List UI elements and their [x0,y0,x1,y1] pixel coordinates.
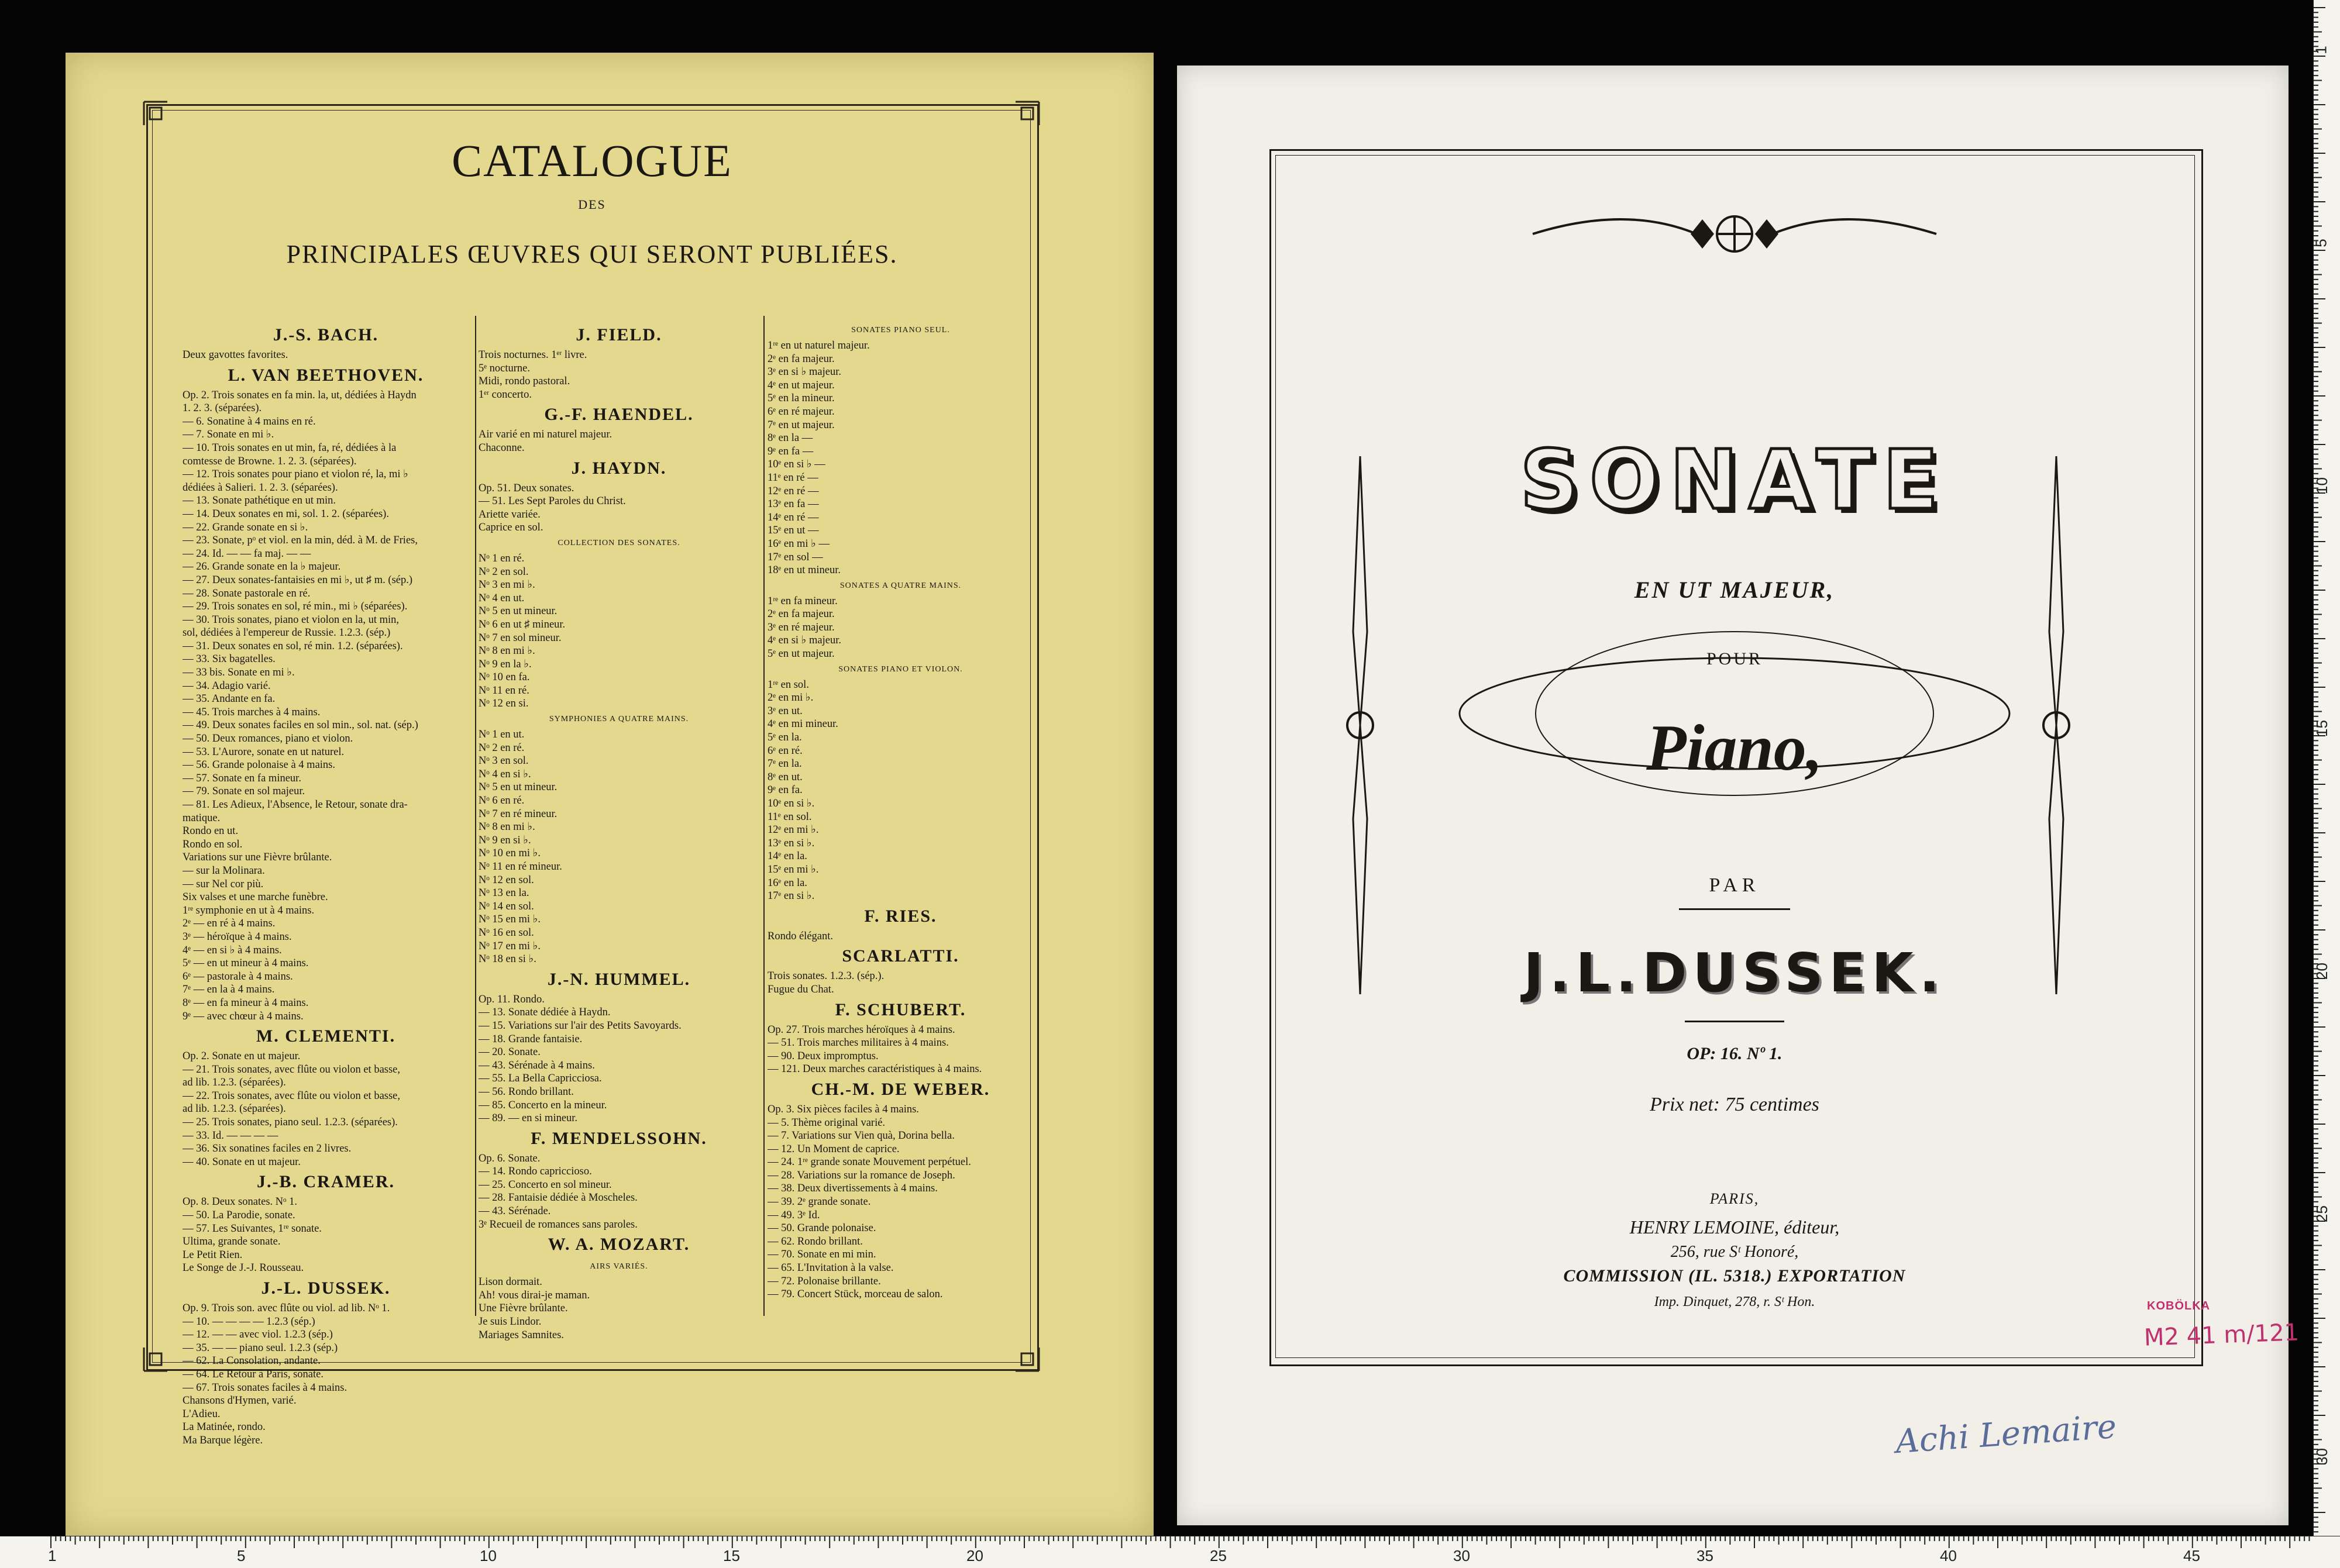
catalogue-entry: 3ᵉ en ut. [768,705,803,717]
catalogue-entry: 5ᵉ — en ut mineur à 4 mains. [183,957,309,970]
catalogue-entry: Nᵒ 1 en ré. [479,552,525,564]
catalogue-entry: Ariette variée. [479,508,541,521]
catalogue-entry: 2ᵉ — en ré à 4 mains. [183,918,276,930]
catalogue-entry: 17ᵉ en sol — [768,551,823,563]
catalogue-entry: 8ᵉ en ut. [768,771,803,783]
catalogue-entry: — 39. 2ᵉ grande sonate. [768,1196,871,1208]
catalogue-entry: — 64. Le Retour à Paris, sonate. [183,1368,324,1380]
catalogue-entry: Nᵒ 7 en ré mineur. [479,808,558,820]
catalogue-entry: Chansons d'Hymen, varié. [183,1395,297,1407]
catalogue-entry: 2ᵉ en fa majeur. [768,353,835,365]
catalogue-entry: — 33. Six bagatelles. [183,653,276,666]
catalogue-entry: Nᵒ 16 en sol. [479,926,534,939]
catalogue-entry: 9ᵉ en fa. [768,784,803,797]
catalogue-entry: Nᵒ 15 en mi ♭. [479,914,541,926]
ruler-label: 45 [2183,1547,2200,1564]
catalogue-entry: 8ᵉ — en fa mineur à 4 mains. [183,997,309,1009]
catalogue-entry: — 22. Trois sonates, avec flûte ou violon et basse, [183,1090,401,1102]
composer-heading: W. A. MOZART. [548,1235,690,1255]
catalogue-entry: ad lib. 1.2.3. (séparées). [183,1077,286,1089]
catalogue-entry: — 33 bis. Sonate en mi ♭. [183,667,295,679]
catalogue-entry: — 45. Trois marches à 4 mains. [183,706,321,718]
catalogue-entry: Nᵒ 18 en si ♭. [479,953,536,966]
catalogue-entry: — 50. La Parodie, sonate. [183,1209,295,1222]
catalogue-entry: — 28. Variations sur la romance de Joseph. [768,1169,955,1181]
key-line: EN UT MAJEUR, [1634,577,1835,603]
section-heading: SONATES PIANO ET VIOLON. [838,664,963,674]
composer-heading: J.-N. HUMMEL. [547,969,691,989]
catalogue-entry: Lison dormait. [479,1276,542,1288]
shelfmark-stamp: M2 41 m/121 [2143,1319,2300,1352]
instrument-title: Piano, [1646,712,1823,784]
catalogue-entry: 13ᵉ en fa — [768,498,819,511]
catalogue-entry: 3ᵉ en ré majeur. [768,621,835,633]
catalogue-entry: 15ᵉ en ut — [768,525,819,537]
catalogue-entry: Variations sur une Fièvre brûlante. [183,852,332,864]
catalogue-entry: 11ᵉ en ré — [768,471,818,484]
catalogue-entry: Nᵒ 1 en ut. [479,729,525,741]
section-heading: SYMPHONIES A QUATRE MAINS. [549,715,689,724]
catalogue-entry: 9ᵉ — avec chœur à 4 mains. [183,1010,304,1022]
catalogue-entry: 8ᵉ en la — [768,432,813,444]
catalogue-entry: Nᵒ 11 en ré. [479,684,529,697]
ruler-label: 15 [723,1547,740,1564]
ruler-label: 35 [1696,1547,1713,1564]
ruler-label: 25 [2313,1205,2331,1222]
catalogue-title: CATALOGUE [452,135,732,186]
catalogue-entry: — 90. Deux impromptus. [768,1050,879,1062]
catalogue-entry: sol, dédiées à l'empereur de Russie. 1.2.3. (sép.) [183,627,391,639]
catalogue-entry: comtesse de Browne. 1. 2. 3. (séparées). [183,455,357,467]
catalogue-column-2 [479,322,759,1342]
composer-heading: L. VAN BEETHOVEN. [228,365,424,385]
top-ornament-icon [1521,199,1948,269]
catalogue-entry: — 65. L'Invitation à la valse. [768,1262,894,1274]
catalogue-entry: 7ᵉ en ut majeur. [768,419,835,431]
publisher-label: HENRY LEMOINE, éditeur, [1629,1217,1840,1238]
catalogue-entry: Nᵒ 2 en ré. [479,742,525,754]
catalogue-entry: matique. [183,812,221,824]
catalogue-entry: 1ʳᵉ en ut naturel majeur. [768,340,870,351]
column-divider [763,316,765,1316]
column-divider [475,316,476,1316]
catalogue-entry: Nᵒ 17 en mi ♭. [479,940,541,952]
catalogue-entry: Une Fièvre brûlante. [479,1302,568,1315]
catalogue-entry: — 35. Andante en fa. [183,693,276,705]
catalogue-entry: 4ᵉ en mi mineur. [768,718,838,730]
catalogue-entry: 18ᵉ en ut mineur. [768,564,841,577]
library-stamp: KOBÖLKA [2147,1300,2211,1312]
right-ruler-ticks [2314,0,2340,1536]
catalogue-entry: 2ᵉ en fa majeur. [768,608,835,621]
catalogue-column-3 [768,322,1034,1301]
catalogue-entry: — 7. Variations sur Vien quà, Dorina bella. [768,1130,955,1142]
catalogue-entry: Nᵒ 12 en si. [479,698,529,710]
catalogue-entry: 11ᵉ en sol. [768,811,812,823]
catalogue-entry: 10ᵉ en si ♭ — [768,459,825,471]
rule [1679,908,1790,910]
catalogue-entry: 4ᵉ — en si ♭ à 4 mains. [183,944,282,956]
catalogue-entry: — 72. Polonaise brillante. [768,1275,881,1287]
price-label: Prix net: 75 centimes [1650,1094,1819,1115]
catalogue-entry: Nᵒ 2 en sol. [479,566,529,578]
catalogue-entry: 3ᵉ en si ♭ majeur. [768,366,841,378]
ruler-label: 15 [2313,720,2331,737]
catalogue-entry: 16ᵉ en la. [768,877,807,889]
ruler-label: 1 [48,1547,57,1564]
catalogue-entry: La Matinée, rondo. [183,1421,266,1433]
catalogue-entry: — 85. Concerto en la mineur. [479,1099,607,1111]
catalogue-entry: 1ʳᵉ en sol. [768,678,809,691]
composer-heading: J. FIELD. [576,325,662,344]
catalogue-entry: — 6. Sonatine à 4 mains en ré. [183,415,316,428]
catalogue-entry: Op. 6. Sonate. [479,1152,541,1164]
catalogue-entry: — 24. Id. — — fa maj. — — [183,547,311,560]
catalogue-entry: — 13. Sonate dédiée à Haydn. [479,1007,611,1019]
catalogue-entry: — 14. Deux sonates en mi, sol. 1. 2. (séparées). [183,508,389,520]
ruler-label: 5 [2312,239,2330,247]
catalogue-entry: 6ᵉ en ré. [768,745,803,757]
composer-heading: CH.-M. DE WEBER. [811,1079,990,1099]
catalogue-entry: — 49. Deux sonates faciles en sol min., sol. nat. (sép.) [183,719,418,732]
catalogue-entry: 6ᵉ en ré majeur. [768,405,835,418]
catalogue-entry: Op. 2. Sonate en ut majeur. [183,1050,301,1063]
catalogue-entry: — 18. Grande fantaisie. [479,1033,583,1045]
catalogue-entry: — 29. Trois sonates en sol, ré min., mi ♭ (séparées). [183,601,408,613]
catalogue-entry: — 53. L'Aurore, sonate en ut naturel. [183,746,345,758]
catalogue-entry: 7ᵉ — en la à 4 mains. [183,984,275,996]
composer-heading: F. SCHUBERT. [835,1000,966,1019]
bottom-ruler [0,1536,2340,1568]
section-heading: COLLECTION DES SONATES. [558,538,680,547]
catalogue-entry: — 34. Adagio varié. [183,680,271,692]
handwritten-signature: Achi Lemaire [1894,1407,2118,1462]
catalogue-entry: 4ᵉ en si ♭ majeur. [768,635,841,647]
ruler-label: 30 [1453,1547,1470,1564]
catalogue-entry: Ultima, grande sonate. [183,1236,281,1248]
catalogue-entry: Trois nocturnes. 1ᵉʳ livre. [479,349,587,361]
catalogue-entry: Nᵒ 3 en sol. [479,755,529,767]
corner-ornament-icon [140,1333,181,1374]
corner-ornament-icon [1002,1333,1042,1374]
catalogue-entry: — 25. Trois sonates, piano seul. 1.2.3. (séparées). [183,1116,398,1129]
ruler-label: 40 [1940,1547,1957,1564]
printer-label: Imp. Dinquet, 278, r. Sᵗ Hon. [1654,1294,1815,1309]
catalogue-entry: 10ᵉ en si ♭. [768,798,815,809]
composer-heading: F. RIES. [864,906,937,926]
catalogue-entry: 1ʳᵉ en fa mineur. [768,595,838,607]
catalogue-entry: 13ᵉ en si ♭. [768,837,815,849]
catalogue-entry: Fugue du Chat. [768,983,834,995]
composer-heading: SCARLATTI. [842,946,959,966]
catalogue-entry: Ah! vous dirai-je maman. [479,1289,590,1301]
ruler-label: 30 [2313,1448,2331,1465]
catalogue-entry: 2ᵉ en mi ♭. [768,692,814,704]
catalogue-entry: Nᵒ 9 en si ♭. [479,834,531,846]
catalogue-entry: — 62. La Consolation, andante. [183,1355,321,1367]
catalogue-entry: Le Petit Rien. [183,1249,243,1261]
catalogue-entry: — 43. Sérénade. [479,1205,551,1218]
catalogue-entry: — 21. Trois sonates, avec flûte ou violon et basse, [183,1063,401,1076]
city-label: PARIS, [1709,1190,1760,1207]
catalogue-entry: 9ᵉ en fa — [768,445,814,457]
catalogue-entry: — 20. Sonate. [479,1046,541,1059]
catalogue-entry: Nᵒ 4 en ut. [479,592,525,604]
catalogue-entry: Caprice en sol. [479,522,543,534]
catalogue-entry: — 15. Variations sur l'air des Petits Savoyards. [479,1019,682,1032]
catalogue-entry: Rondo en sol. [183,838,243,850]
catalogue-entry: — 10. Trois sonates en ut min, fa, ré, dédiées à la [183,442,397,454]
catalogue-entry: 5ᵉ en la mineur. [768,392,835,405]
catalogue-entry: Nᵒ 3 en mi ♭. [479,579,535,591]
catalogue-entry: — 25. Concerto en sol mineur. [479,1178,612,1191]
catalogue-entry: — 24. 1ʳᵉ grande sonate Mouvement perpétuel. [768,1156,971,1169]
catalogue-entry: Op. 9. Trois son. avec flûte ou viol. ad lib. Nᵒ 1. [183,1302,390,1314]
composer-heading: J.-S. BACH. [273,325,379,344]
catalogue-entry: — sur la Molinara. [183,864,265,877]
ruler-label: 10 [480,1547,497,1564]
catalogue-entry: — 38. Deux divertissements à 4 mains. [768,1183,938,1195]
catalogue-entry: — 50. Deux romances, piano et violon. [183,733,353,745]
catalogue-entry: Nᵒ 10 en mi ♭. [479,847,541,860]
catalogue-entry: Rondo élégant. [768,930,834,942]
composer-heading: G.-F. HAENDEL. [544,405,694,425]
catalogue-entry: Deux gavottes favorites. [183,349,288,361]
catalogue-entry: — 49. 3ᵉ Id. [768,1209,820,1221]
catalogue-entry: 16ᵉ en mi ♭ — [768,537,830,550]
catalogue-entry: — 22. Grande sonate en si ♭. [183,521,308,533]
pour-label: POUR [1706,649,1763,668]
catalogue-entry: — 12. Trois sonates pour piano et violon ré, la, mi ♭ [183,468,408,481]
catalogue-entry: — 7. Sonate en mi ♭. [183,429,274,441]
catalogue-entry: Nᵒ 8 en mi ♭. [479,645,535,657]
catalogue-entry: Nᵒ 6 en ut ♯ mineur. [479,618,566,630]
catalogue-entry: — 50. Grande polonaise. [768,1222,876,1235]
catalogue-entry: — 51. Trois marches militaires à 4 mains. [768,1037,949,1049]
catalogue-entry: 1. 2. 3. (séparées). [183,402,262,415]
catalogue-entry: 12ᵉ en mi ♭. [768,824,819,836]
catalogue-entry: — 13. Sonate pathétique en ut min. [183,495,336,507]
section-heading: SONATES A QUATRE MAINS. [839,581,962,590]
rule [1685,1021,1784,1022]
catalogue-entry: — 35. — — piano seul. 1.2.3 (sép.) [183,1342,338,1354]
catalogue-entry: — 27. Deux sonates-fantaisies en mi ♭, ut ♯ m. (sép.) [183,574,413,586]
catalogue-entry: — 81. Les Adieux, l'Absence, le Retour, sonate dra- [183,799,408,811]
catalogue-entry: Op. 51. Deux sonates. [479,482,574,494]
catalogue-entry: — 56. Grande polonaise à 4 mains. [183,759,335,771]
catalogue-entry: — 62. Rondo brillant. [768,1235,863,1247]
address-label: 256, rue Sᵗ Honoré, [1670,1243,1799,1261]
catalogue-entry: 14ᵉ en ré — [768,511,819,523]
catalogue-entry: 4ᵉ en ut majeur. [768,379,835,391]
catalogue-entry: Six valses et une marche funèbre. [183,891,328,904]
catalogue-entry: 6ᵉ — pastorale à 4 mains. [183,970,293,983]
right-ruler [2313,0,2340,1536]
catalogue-entry: Nᵒ 13 en la. [479,887,529,900]
catalogue-entry: — 12. — — avec viol. 1.2.3 (sép.) [183,1329,333,1341]
opus-label: OP: 16. Nº 1. [1687,1044,1782,1063]
catalogue-entry: — 56. Rondo brillant. [479,1085,574,1098]
section-heading: SONATES PIANO SEUL. [851,326,950,335]
ruler-label: 10 [2313,477,2331,494]
bottom-ruler-ticks [0,1536,2340,1568]
catalogue-entry: Ma Barque légère. [183,1434,263,1446]
catalogue-entry: — 28. Fantaisie dédiée à Moscheles. [479,1192,638,1204]
catalogue-entry: — 70. Sonate en mi min. [768,1249,876,1261]
ruler-label: 1 [2312,46,2330,54]
catalogue-entry: — 51. Les Sept Paroles du Christ. [479,495,626,508]
catalogue-entry: Nᵒ 8 en mi ♭. [479,821,535,833]
ruler-label: 20 [2313,963,2331,980]
composer-heading: J.-B. CRAMER. [257,1172,395,1192]
composer-heading: M. CLEMENTI. [256,1026,396,1046]
catalogue-entry: 5ᵉ en ut majeur. [768,648,835,660]
catalogue-entry: Le Songe de J.-J. Rousseau. [183,1262,304,1274]
catalogue-entry: Nᵒ 14 en sol. [479,900,534,912]
catalogue-entry: — 23. Sonate, pᵒ et viol. en la min, déd. à M. de Fries, [183,535,418,547]
catalogue-entry: Nᵒ 4 en si ♭. [479,768,531,780]
catalogue-entry: — sur Nel cor più. [183,878,264,890]
section-heading: AIRS VARIÉS. [590,1262,648,1271]
catalogue-entry: Op. 3. Six pièces faciles à 4 mains. [768,1103,919,1115]
catalogue-entry: 5ᵉ nocturne. [479,362,530,374]
catalogue-entry: 15ᵉ en mi ♭. [768,863,819,876]
composer-heading: J.-L. DUSSEK. [261,1278,391,1298]
catalogue-subtitle: PRINCIPALES ŒUVRES QUI SERONT PUBLIÉES. [286,240,898,268]
catalogue-entry: — 10. — — — — 1.2.3 (sép.) [183,1315,315,1328]
catalogue-entry: 3ᵉ Recueil de romances sans paroles. [479,1218,638,1231]
catalogue-entry: Nᵒ 12 en sol. [479,874,534,886]
catalogue-entry: 7ᵉ en la. [768,758,802,770]
catalogue-entry: Nᵒ 5 en ut mineur. [479,605,558,618]
catalogue-entry: 3ᵉ — héroïque à 4 mains. [183,931,292,943]
catalogue-entry: 5ᵉ en la. [768,732,802,744]
catalogue-entry: — 31. Deux sonates en sol, ré min. 1.2. (séparées). [183,640,403,652]
catalogue-entry: — 89. — en si mineur. [479,1112,578,1125]
catalogue-entry: 12ᵉ en ré — [768,485,819,497]
catalogue-entry: Nᵒ 11 en ré mineur. [479,861,562,873]
composer-name: J.L.DUSSEK. [1523,942,1946,1004]
catalogue-entry: Nᵒ 10 en fa. [479,671,530,684]
catalogue-entry: 1ᵉʳ concerto. [479,388,532,401]
catalogue-entry: Op. 2. Trois sonates en fa min. la, ut, dédiées à Haydn [183,389,417,401]
catalogue-entry: Nᵒ 5 en ut mineur. [479,781,558,794]
catalogue-entry: — 67. Trois sonates faciles à 4 mains. [183,1381,347,1394]
catalogue-entry: — 28. Sonate pastorale en ré. [183,587,311,599]
catalogue-entry: — 30. Trois sonates, piano et violon en la, ut min, [183,614,399,626]
catalogue-entry: — 36. Six sonatines faciles en 2 livres. [183,1143,352,1155]
catalogue-entry: L'Adieu. [183,1408,221,1420]
catalogue-entry: — 43. Sérénade à 4 mains. [479,1059,595,1071]
catalogue-column-1 [183,322,469,1448]
catalogue-entry: Op. 27. Trois marches héroïques à 4 mains. [768,1023,955,1036]
commission-label: COMMISSION (IL. 5318.) EXPORTATION [1563,1266,1906,1286]
ruler-label: 20 [966,1547,983,1564]
catalogue-entry: dédiées à Salieri. 1. 2. 3. (séparées). [183,481,338,494]
catalogue-entry: Air varié en mi naturel majeur. [479,429,612,441]
catalogue-entry: — 14. Rondo capriccioso. [479,1166,592,1178]
catalogue-des: DES [578,197,606,212]
catalogue-entry: Midi, rondo pastoral. [479,375,570,388]
composer-heading: F. MENDELSSOHN. [531,1128,707,1148]
catalogue-entry: Nᵒ 7 en sol mineur. [479,632,562,644]
catalogue-entry: — 79. Concert Stück, morceau de salon. [768,1288,943,1301]
catalogue-entry: Chaconne. [479,442,525,454]
catalogue-entry: — 33. Id. — — — — [183,1129,278,1142]
catalogue-entry: — 79. Sonate en sol majeur. [183,785,305,798]
catalogue-entry: — 40. Sonate en ut majeur. [183,1156,301,1168]
catalogue-entry: — 5. Thème original varié. [768,1116,886,1129]
catalogue-entry: Nᵒ 6 en ré. [479,795,525,807]
catalogue-entry: Op. 11. Rondo. [479,993,545,1005]
catalogue-entry: 14ᵉ en la. [768,850,807,863]
sonata-title: SONATE [1520,433,1949,528]
catalogue-entry: Trois sonates. 1.2.3. (sép.). [768,970,885,983]
par-label: PAR [1709,874,1760,896]
catalogue-entry: ad lib. 1.2.3. (séparées). [183,1103,286,1115]
composer-heading: J. HAYDN. [571,458,667,478]
catalogue-entry: — 57. Les Suivantes, 1ʳᵉ sonate. [183,1222,322,1235]
catalogue-entry: Op. 8. Deux sonates. Nᵒ 1. [183,1196,297,1208]
catalogue-entry: — 12. Un Moment de caprice. [768,1143,900,1155]
catalogue-entry: Nᵒ 9 en la ♭. [479,658,532,670]
catalogue-entry: Rondo en ut. [183,825,239,838]
catalogue-entry: — 26. Grande sonate en la ♭ majeur. [183,561,341,573]
catalogue-entry: Je suis Lindor. [479,1316,542,1328]
catalogue-entry: — 55. La Bella Capricciosa. [479,1073,602,1085]
ruler-label: 25 [1210,1547,1227,1564]
catalogue-entry: 1ʳᵉ symphonie en ut à 4 mains. [183,904,315,916]
catalogue-entry: 17ᵉ en si ♭. [768,890,815,902]
ruler-label: 5 [237,1547,246,1564]
catalogue-entry: Mariages Samnites. [479,1329,564,1341]
catalogue-entry: — 57. Sonate en fa mineur. [183,772,301,784]
catalogue-entry: — 121. Deux marches caractéristiques à 4 mains. [768,1063,982,1076]
